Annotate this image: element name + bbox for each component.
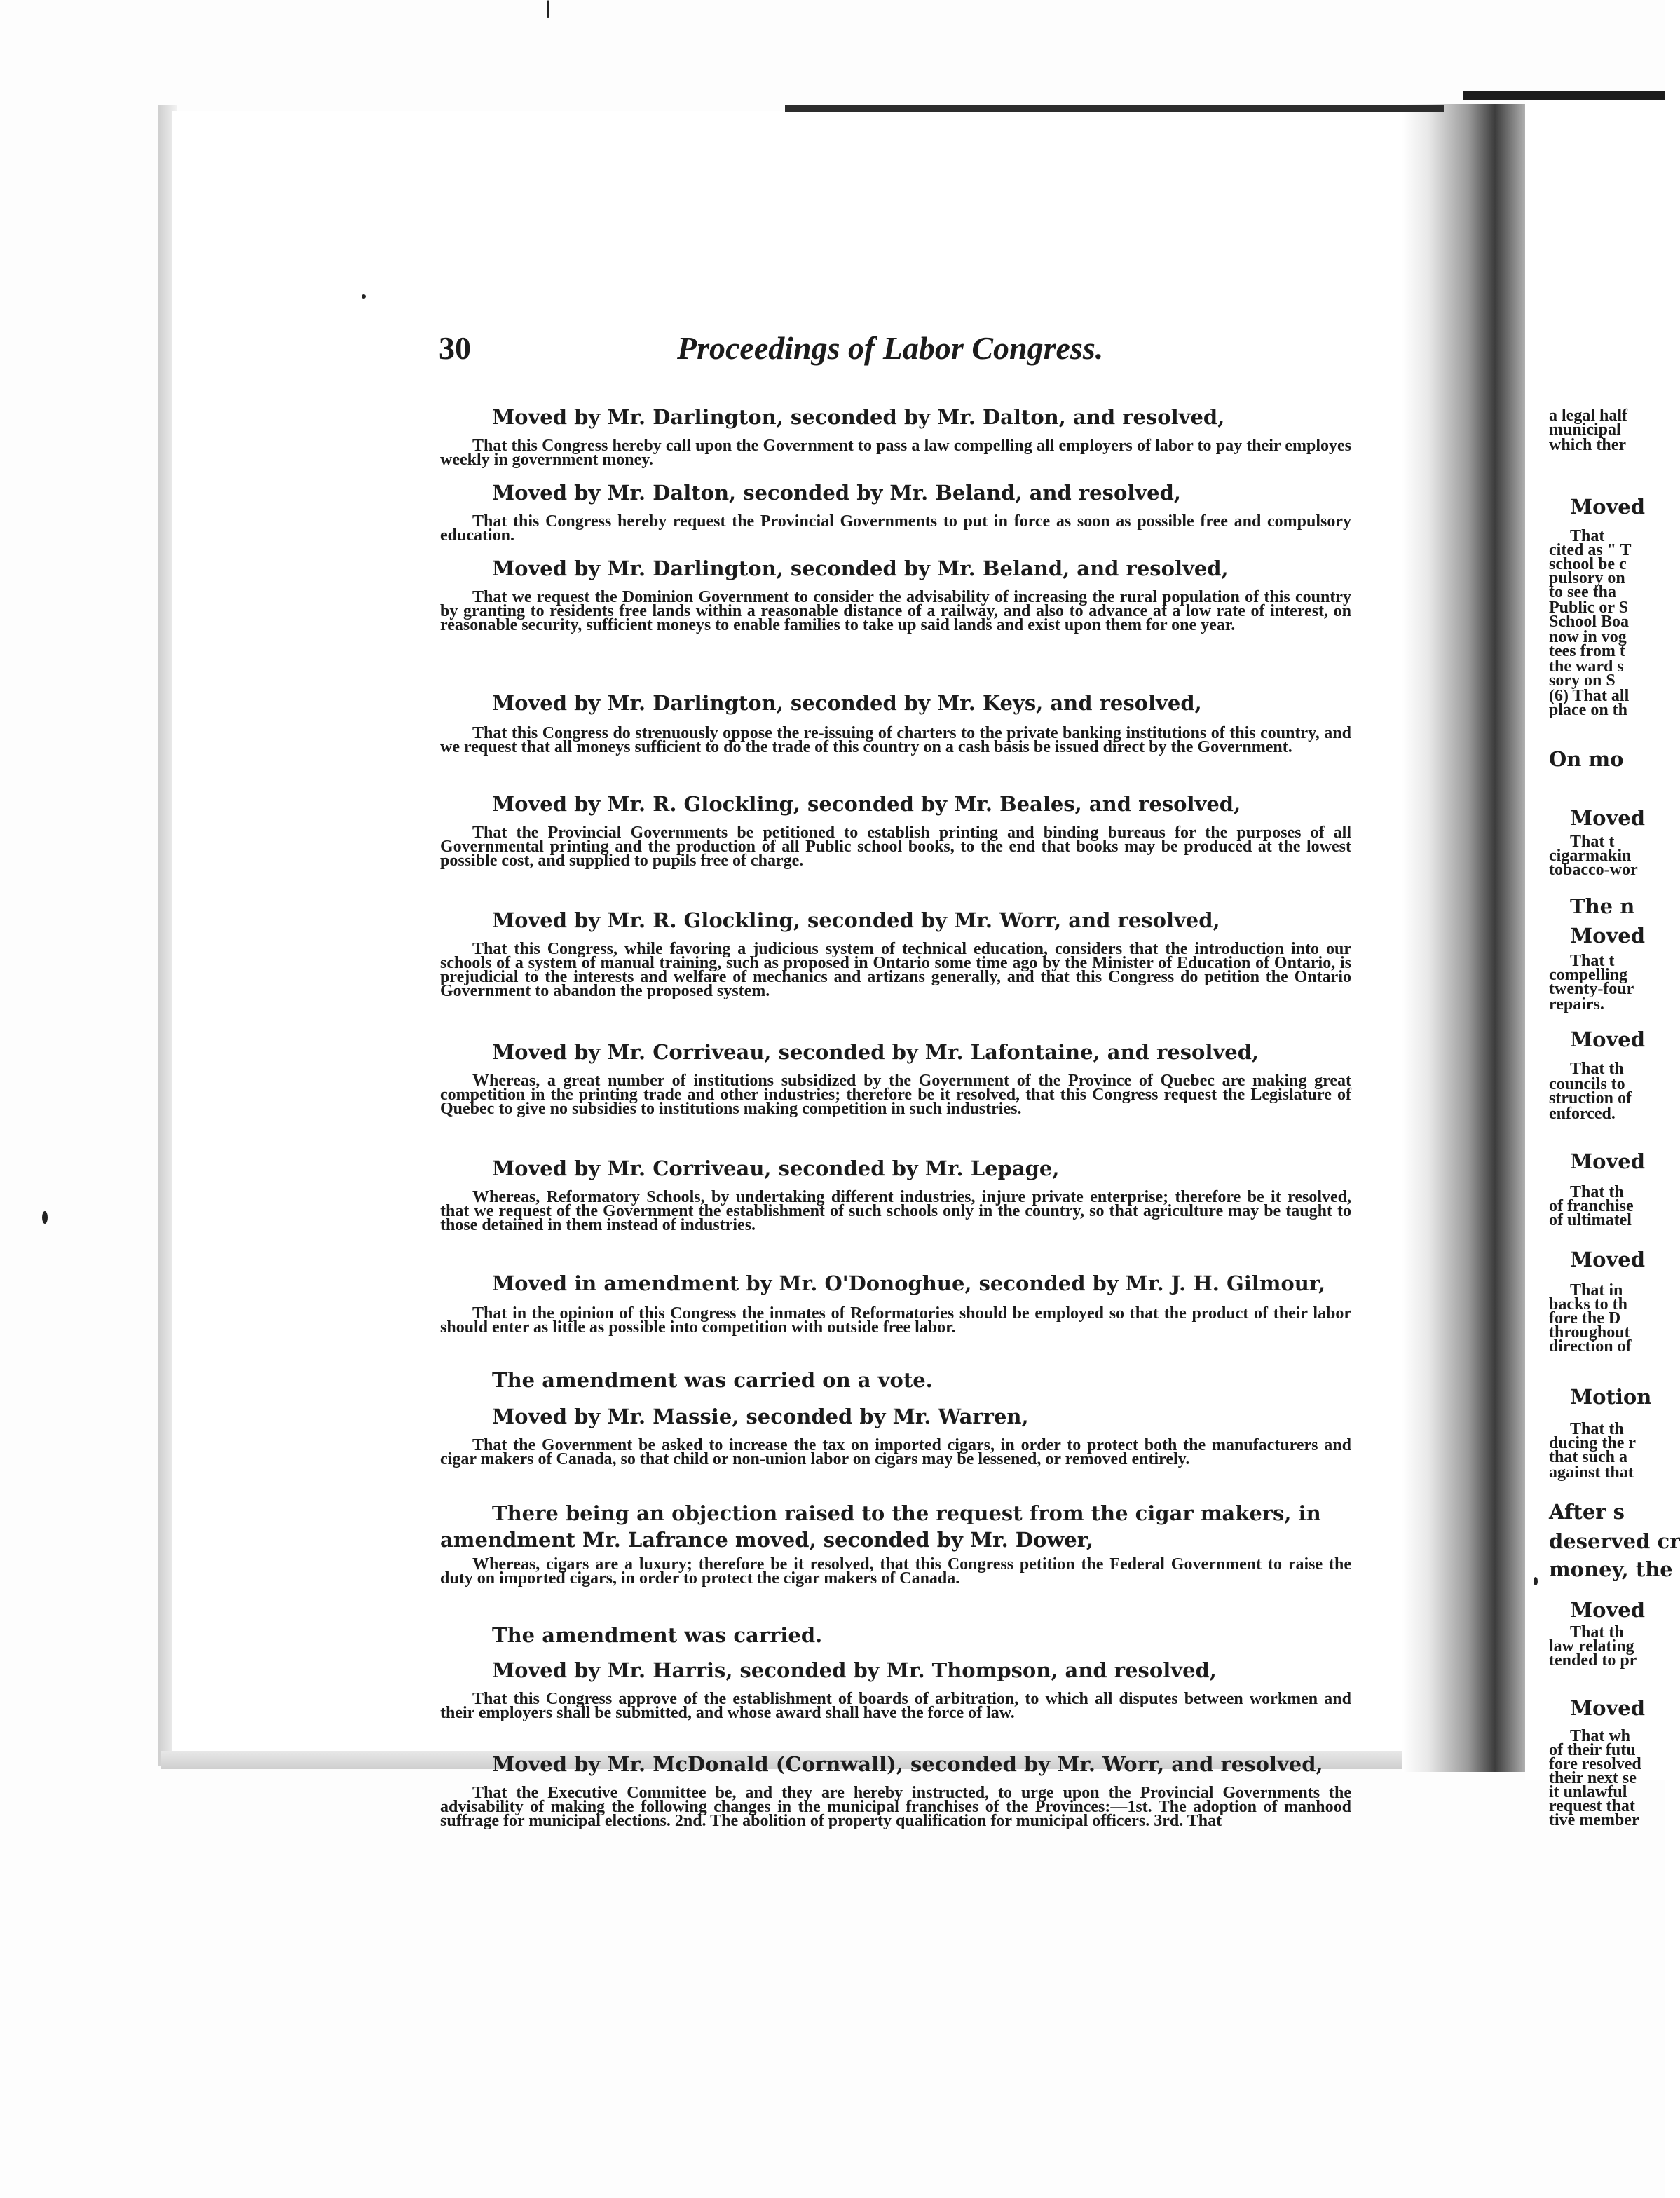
resolution-text: That we request the Dominion Government to consider the advisability of increasing the rural population of this country by granting to residents free lands within a reasonable distance of a railway, and also to advance at a low rate of interest, on reasonable security, sufficient moneys to enable families to take up said lands and exist upon them for one year. [440,588,1351,634]
resolution-text: That this Congress hereby request the Provincial Governments to put in force as soon as possible free and compulsory education. [440,512,1351,545]
right-page-line: The n [1570,894,1635,918]
right-page-line: That in [1570,1281,1623,1299]
right-page-line: That wh [1570,1727,1631,1745]
right-page-line: tive member [1549,1811,1639,1829]
ink-speck [42,1211,48,1224]
right-page-line: Moved [1570,495,1646,519]
resolution-text: That this Congress do strenuously oppose the re-issuing of charters to the private banking institutions of this country, and we request that all moneys sufficient to do the trade of this country on a cash basis be issued direct by the Government. [440,724,1351,756]
resolution-text: That this Congress approve of the establishment of boards of arbitration, to which all disputes between workmen and their employers shall be submitted, and whose award shall have the force of law. [440,1690,1351,1722]
top-edge-shadow [785,105,1444,112]
motion-heading: The amendment was carried on a vote. [492,1368,933,1392]
right-page-line: councils to [1549,1075,1625,1093]
right-page-line: fore resolved [1549,1755,1641,1773]
right-page-line: sory on S [1549,671,1616,690]
right-page-line: That th [1570,1623,1624,1641]
right-page-line: Moved [1570,1598,1646,1622]
right-page-line: Moved [1570,806,1646,830]
resolution-text: That in the opinion of this Congress the inmates of Reformatories should be employed so that the product of their labor should enter as little as possible into competition with outside free labor. [440,1304,1351,1337]
motion-heading: Moved by Mr. Harris, seconded by Mr. Thompson, and resolved, [492,1658,1217,1682]
right-page-line: of franchise [1549,1197,1634,1215]
right-page-line: Moved [1570,1248,1646,1271]
right-page-line: cited as " T [1549,541,1632,559]
page-number: 30 [439,330,471,366]
right-page-line: That th [1570,1420,1624,1438]
right-page-line: On mo [1549,747,1624,771]
resolution-text: That this Congress hereby call upon the Government to pass a law compelling all employers of labor to pay their employes weekly in government money. [440,437,1351,469]
right-page-line: enforced. [1549,1105,1616,1123]
running-head [439,329,1140,371]
motion-heading: Moved by Mr. Darlington, seconded by Mr. Keys, and resolved, [492,691,1202,715]
motion-heading: Moved by Mr. Corriveau, seconded by Mr. Lepage, [492,1156,1060,1180]
right-page-line: which ther [1549,436,1626,454]
motion-heading: Moved in amendment by Mr. O'Donoghue, seconded by Mr. J. H. Gilmour, [492,1271,1326,1295]
right-page-line: now in vog [1549,628,1627,646]
resolution-text: Whereas, a great number of institutions subsidized by the Government of the Province of Quebec are making great competition in the printing trade and other industries; therefore be it resolved, that this Congress request the Legislature of Quebec to give no subsidies to institutions making competition in such industries. [440,1072,1351,1118]
right-page-line: tees from t [1549,642,1625,660]
motion-heading: Moved by Mr. R. Glockling, seconded by Mr. Worr, and resolved, [492,908,1220,932]
right-page-line: place on th [1549,701,1628,719]
right-page-line: twenty-four [1549,980,1634,998]
right-page-line: of ultimatel [1549,1211,1632,1229]
resolution-text: Whereas, Reformatory Schools, by undertaking different industries, injure private enterprise; therefore be it resolved, that we request of the Government the establishment of such schools only in the country, so that agriculture may be taught to those detained in them instead of industries. [440,1188,1351,1234]
motion-heading: Moved by Mr. Dalton, seconded by Mr. Beland, and resolved, [492,481,1181,505]
right-page-line: ducing the r [1549,1434,1637,1452]
motion-heading: There being an objection raised to the request from the cigar makers, in amendment Mr. Lafrance moved, seconded by Mr. Dower, [440,1501,1321,1552]
right-page-line: Moved [1570,1149,1646,1173]
right-page-line: request that [1549,1797,1635,1815]
book-gutter [1402,104,1535,1772]
right-page-line: Moved [1570,924,1646,948]
motion-heading: Moved by Mr. Darlington, seconded by Mr. Beland, and resolved, [492,557,1229,580]
right-page-line: pulsory on [1549,569,1625,587]
right-page-line: the ward s [1549,657,1624,676]
right-page-line: a legal half [1549,407,1627,425]
right-page-line: That [1570,527,1605,545]
right-page-line: After s [1549,1500,1625,1524]
right-page-line: it unlawful [1549,1783,1627,1801]
right-page-line: Moved [1570,1028,1646,1051]
right-page-line: (6) That all [1549,687,1630,705]
right-page-line: cigarmakin [1549,847,1632,865]
right-page-line: money, the [1549,1557,1673,1581]
right-page-line: backs to th [1549,1295,1628,1313]
resolution-text: That this Congress, while favoring a judicious system of technical education, considers that the introduction into our schools of a system of manual training, such as proposed in Ontario some time ago by the Minister of Education of Ontario, is prejudicial to the interests and welfare of mechanics and artizans generally, and that this Congress do petition the Ontario Government to abandon the proposed system. [440,940,1351,1000]
right-page-line: repairs. [1549,995,1604,1013]
right-page-line: that such a [1549,1448,1628,1466]
right-page-line: That t [1570,952,1615,970]
right-page-line: That t [1570,833,1615,851]
ink-speck [547,0,549,18]
right-page-line: against that [1549,1463,1634,1482]
right-page-line: deserved cr [1549,1529,1680,1553]
right-page-line: to see tha [1549,583,1616,601]
ink-speck [362,294,366,299]
right-page-line: fore the D [1549,1309,1621,1327]
right-page-line: That th [1570,1183,1624,1201]
right-page-line: tended to pr [1549,1651,1637,1670]
right-page-line: Moved [1570,1696,1646,1720]
right-page-line: tobacco-wor [1549,861,1638,879]
right-page-line: direction of [1549,1337,1632,1356]
right-page-line: Motion [1570,1385,1652,1409]
right-page-line: compelling [1549,966,1627,984]
right-page-line: law relating [1549,1637,1634,1656]
right-page-line: municipal [1549,421,1621,439]
right-page-line: That th [1570,1060,1624,1078]
motion-heading: The amendment was carried. [492,1623,823,1647]
motion-heading: Moved by Mr. R. Glockling, seconded by Mr. Beales, and resolved, [492,792,1241,816]
motion-heading: Moved by Mr. McDonald (Cornwall), seconded by Mr. Worr, and resolved, [492,1752,1323,1776]
right-page-line: school be c [1549,555,1627,573]
right-page-text [1549,0,1680,2198]
page-title: Proceedings of Labor Congress. [677,330,1104,366]
resolution-text: That the Executive Committee be, and they are hereby instructed, to urge upon the Provincial Governments the advisability of making the following changes in the municipal franchises of the Provinces:—1st. The adoption of manhood suffrage for municipal elections. 2nd. The abolition of property qualification for municipal officers. 3rd. That [440,1784,1351,1830]
ink-speck [1534,1577,1538,1585]
motion-heading: Moved by Mr. Corriveau, seconded by Mr. Lafontaine, and resolved, [492,1040,1259,1064]
resolution-text: Whereas, cigars are a luxury; therefore be it resolved, that this Congress petition the Federal Government to raise the duty on imported cigars, in order to protect the cigar makers of Canada. [440,1555,1351,1588]
right-page-line: struction of [1549,1089,1632,1107]
right-page-line: School Boa [1549,613,1630,631]
right-page-line: of their futu [1549,1741,1636,1759]
right-page-line: Public or S [1549,599,1628,617]
resolution-text: That the Provincial Governments be petitioned to establish printing and binding bureaus for the purposes of all Governmental printing and the production of all Public school books, to the end that books may be produced at the lowest possible cost, and supplied to pupils free of charge. [440,824,1351,870]
motion-heading: Moved by Mr. Massie, seconded by Mr. Warren, [492,1405,1029,1428]
right-page-line: their next se [1549,1769,1637,1787]
right-page-line: throughout [1549,1323,1630,1342]
resolution-text: That the Government be asked to increase the tax on imported cigars, in order to protect both the manufacturers and cigar makers of Canada, so that child or non-union labor on cigars may be lessened, or removed entirely. [440,1436,1351,1468]
motion-heading: Moved by Mr. Darlington, seconded by Mr. Dalton, and resolved, [492,405,1225,429]
